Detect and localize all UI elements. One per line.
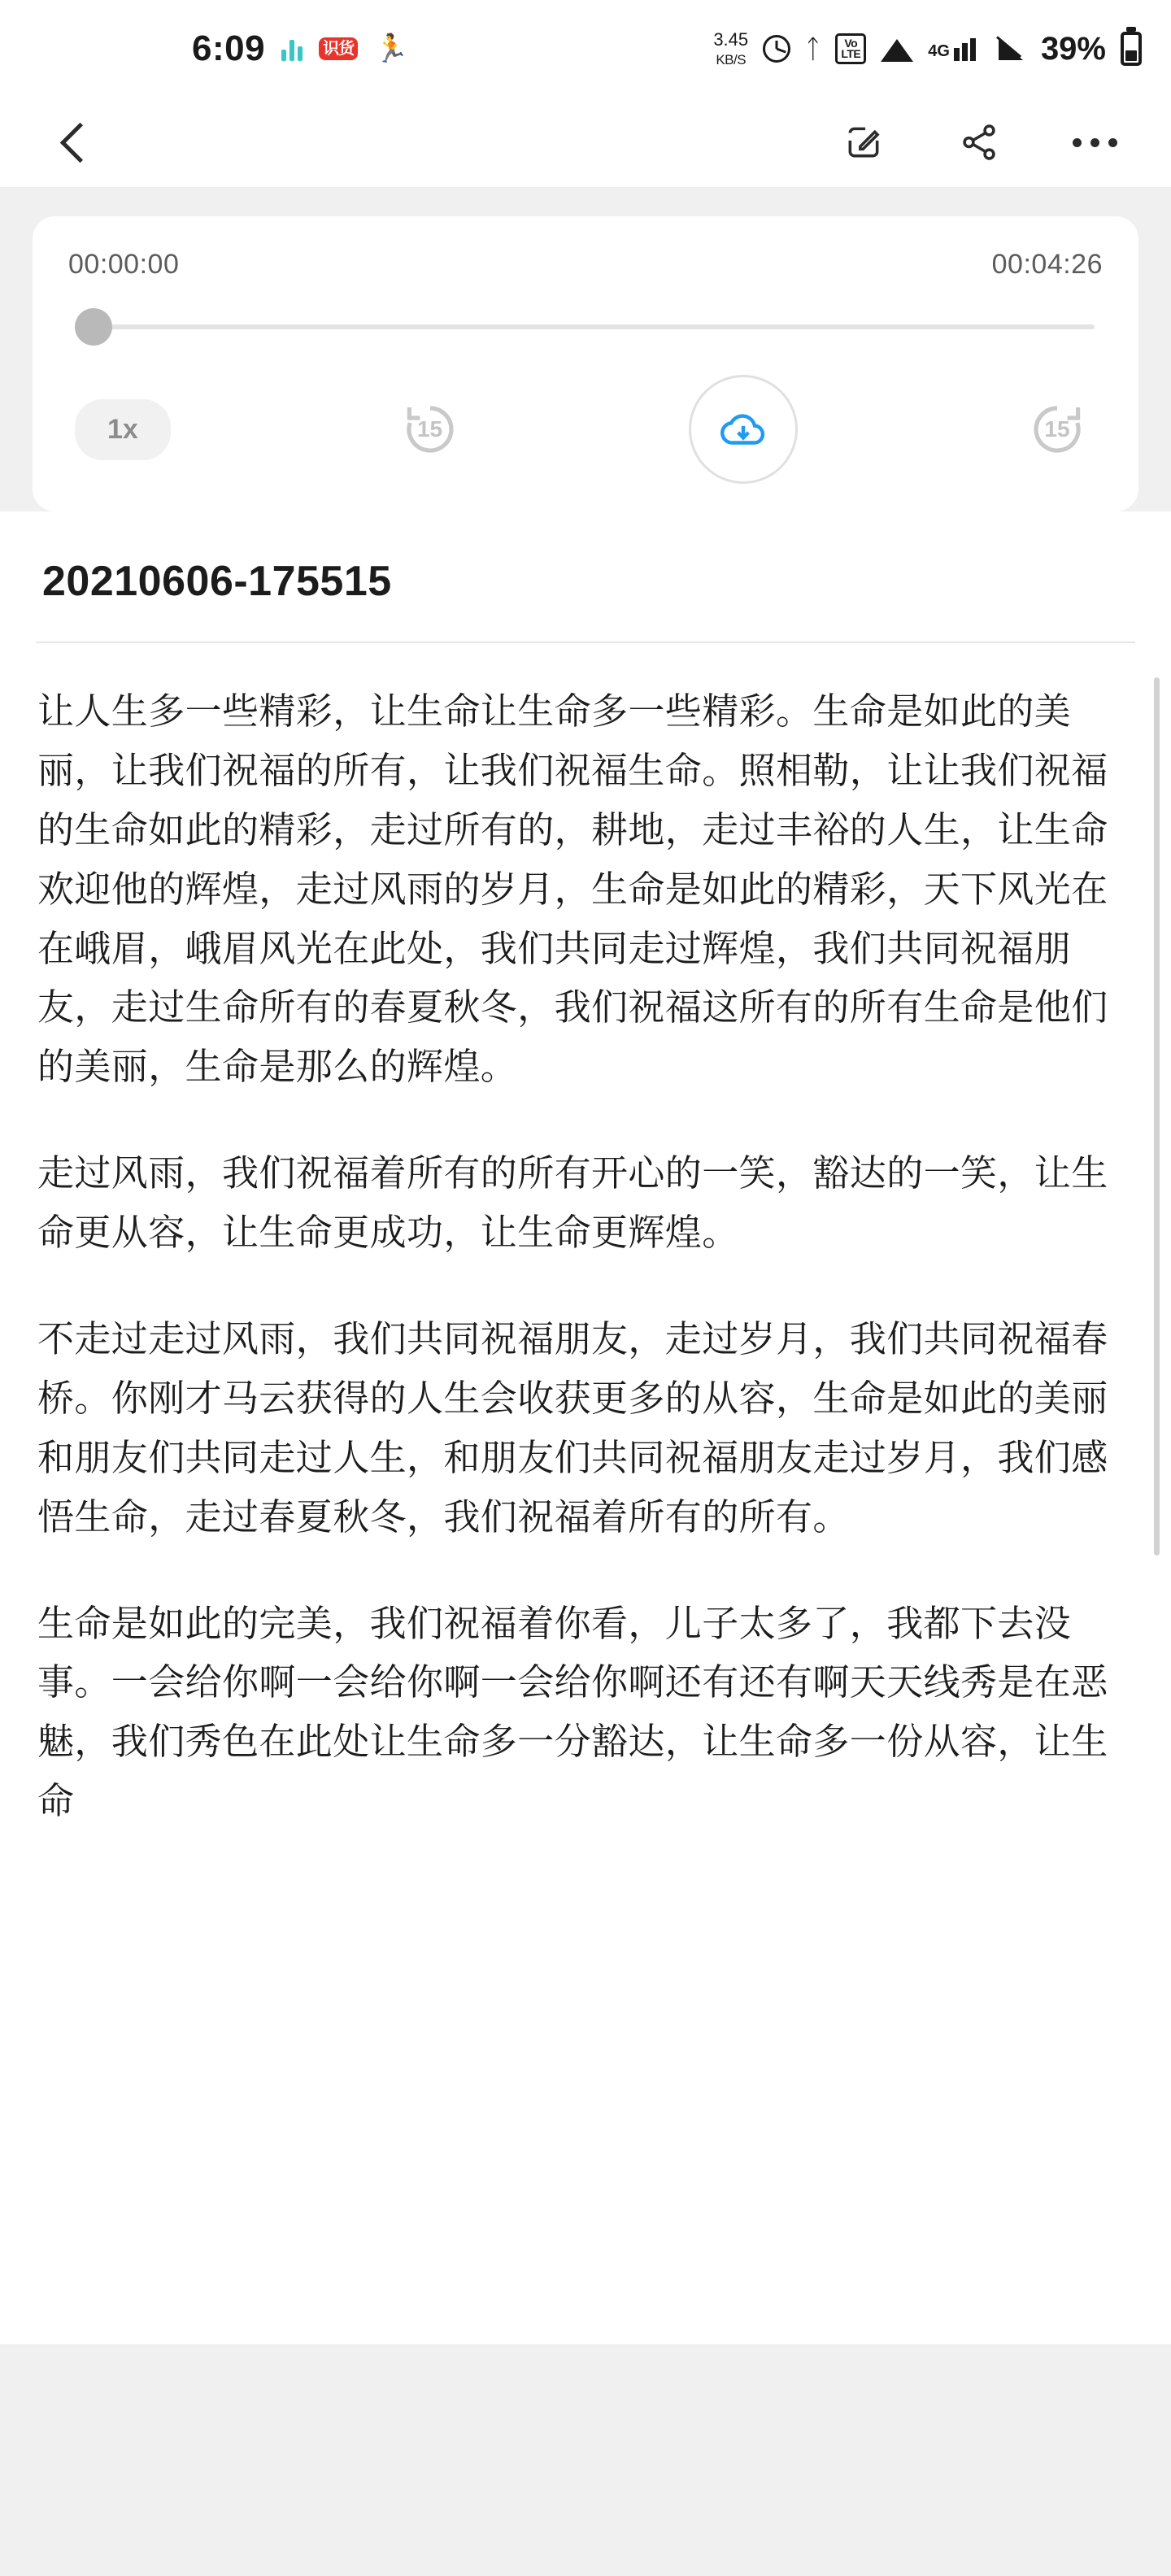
status-bar-left [29,28,713,69]
shizhi-app-icon: 识货 [319,37,358,60]
app-bar [0,98,1171,187]
transcript-paragraph: 让人生多一些精彩，让生命让生命多一些精彩。生命是如此的美丽，让我们祝福的所有，让我们祝福生命。照相勒，让让我们祝福的生命如此的精彩，走过所有的，耕地，走过丰裕的人生，让生命欢迎他的辉煌，走过风雨的岁月，生命是如此的精彩，天下风光在在峨眉，峨眉风光在此处，我们共同走过辉煌，我们共同祝福朋友，走过生命所有的春夏秋冬，我们祝福这所有的所有生命是他们的美丽，生命是那么的辉煌。 [37,690,1108,1088]
signal-icon [928,37,984,61]
progress-slider[interactable] [68,308,1103,346]
divider [36,642,1135,643]
share-icon [959,122,999,163]
document-title-section [0,511,1171,642]
transcript-paragraph: 不走过走过风雨，我们共同祝福朋友，走过岁月，我们共同祝福春桥。你刚才马云获得的人生会收获更多的从容，生命是如此的美丽和朋友们共同走过人生，和朋友们共同祝福朋友走过岁月，我们感悟生命，走过春夏秋冬，我们祝福着所有的所有。 [37,1318,1108,1538]
progress-thumb[interactable] [75,308,112,346]
alarm-icon [763,35,790,63]
total-time: 00:04:26 [991,249,1103,280]
download-icon [716,402,770,456]
page-title: 20210606-175515 [42,558,392,605]
more-button[interactable] [1060,108,1129,176]
volte-icon: Vo LTE [835,33,866,65]
player-controls [68,375,1103,484]
battery-icon [1121,32,1142,66]
running-icon: 🏃 [374,33,409,64]
transcript-text [37,682,1134,1831]
share-button[interactable] [945,108,1013,176]
transcript-paragraph: 生命是如此的完美，我们祝福着你看，儿子太多了，我都下去没事。一会给你啊一会给你啊一会给你啊还有还有啊天天线秀是在恶魅，我们秀色在此处让生命多一分豁达，让生命多一份从容，让生命 [37,1602,1108,1822]
status-bar [0,0,1171,98]
bluetooth-icon: ᛏ [805,34,821,63]
current-time: 00:00:00 [68,249,180,280]
more-icon [1073,138,1117,147]
rewind-label: 15 [416,416,443,442]
forward-15-button[interactable] [1018,390,1096,468]
forward-label: 15 [1044,416,1070,442]
player-time-row [68,249,1103,281]
transcript-paragraph: 走过风雨，我们祝福着所有的所有开心的一笑，豁达的一笑，让生命更从容，让生命更成功，让生命更辉煌。 [37,1152,1108,1254]
download-button[interactable] [689,375,798,484]
progress-track[interactable] [96,324,1095,329]
network-speed-indicator [713,30,748,67]
back-icon [59,122,99,162]
scrollbar[interactable] [1154,677,1160,1556]
wifi-icon [881,39,913,62]
transcript-section[interactable] [0,645,1171,2344]
playback-speed-button[interactable]: 1x [75,399,171,460]
status-time: 6:09 [192,28,266,68]
signal-off-icon [999,37,1026,60]
audio-visualizer-icon [281,37,303,61]
rewind-15-button[interactable] [391,390,469,468]
audio-player-card [33,216,1138,511]
edit-button[interactable] [829,108,898,176]
network-speed-unit: KB/S [716,52,747,67]
signal-label: 4G [928,42,950,60]
forward-icon [1018,390,1096,468]
edit-icon [843,122,884,163]
status-bar-right [713,30,1142,67]
rewind-icon [391,390,469,468]
back-button[interactable] [42,108,111,176]
page-content [0,187,1171,2576]
network-speed-value: 3.45 [713,28,749,50]
battery-percent: 39% [1040,30,1106,67]
